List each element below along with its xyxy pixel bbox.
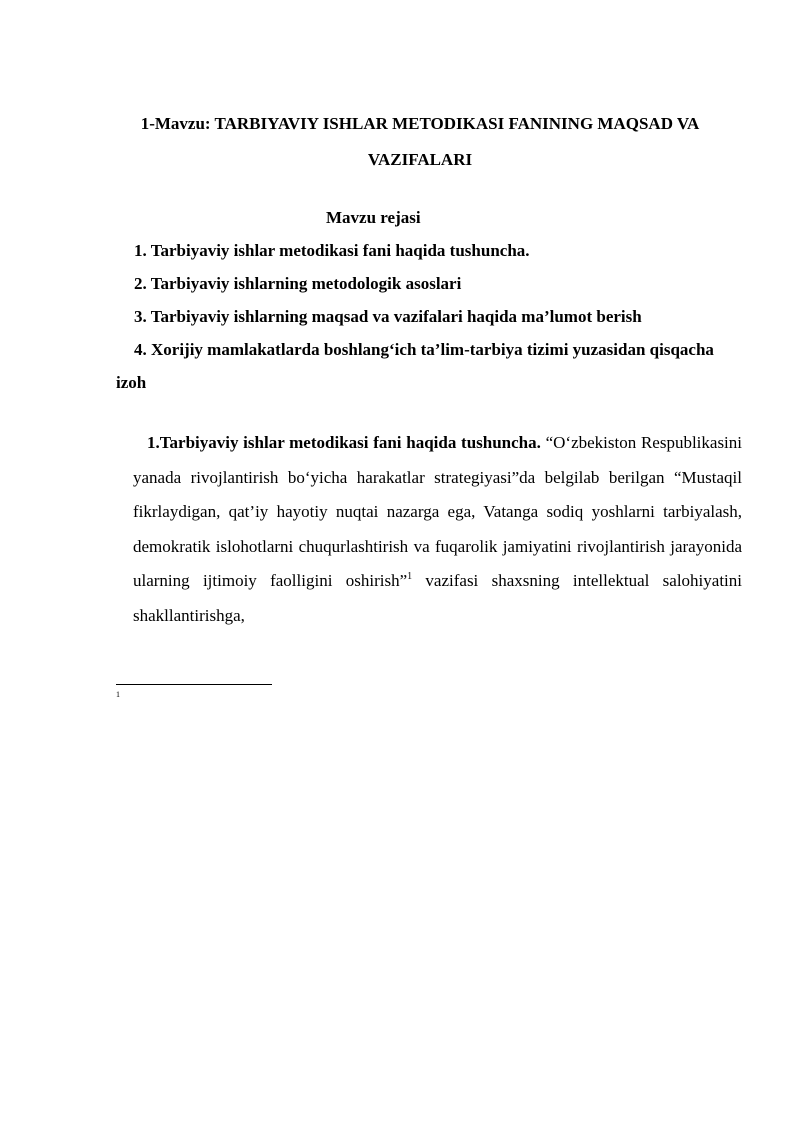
footnote-mark: 1 (116, 690, 120, 699)
document-title: 1-Mavzu: TARBIYAVIY ISHLAR METODIKASI FANINING MAQSAD VA VAZIFALARI (140, 114, 700, 169)
plan-item-1: 1. Tarbiyaviy ishlar metodikasi fani haqida tushuncha. (134, 241, 530, 260)
footnote-separator (116, 684, 272, 685)
paragraph-text-continued: vazifasi shaxsning intellektual salohiyatini shakllantirishga, (133, 571, 742, 625)
body-paragraph (133, 426, 742, 633)
plan-item-3: 3. Tarbiyaviy ishlarning maqsad va vazifalari haqida ma’lumot berish (134, 307, 642, 326)
section-lead-in: 1.Tarbiyaviy ishlar metodikasi fani haqida tushuncha. (147, 433, 541, 452)
plan-item-4: 4. Xorijiy mamlakatlarda boshlang‘ich ta’lim-tarbiya tizimi yuzasidan qisqacha izoh (116, 340, 714, 392)
plan-heading: Mavzu rejasi (326, 208, 421, 227)
footnote-reference[interactable]: 1 (407, 571, 413, 582)
plan-list (116, 234, 716, 399)
plan-item-2: 2. Tarbiyaviy ishlarning metodologik asoslari (134, 274, 462, 293)
paragraph-text: “O‘zbekiston Respublikasini yanada rivojlantirish bo‘yicha harakatlar strategiyasi”da belgilab berilgan “Mustaqil fikrlaydigan, qat’iy hayotiy nuqtai nazarga ega, Vatanga sodiq yoshlarni tarbiyalash, demokratik islohotlarni chuqurlashtirish va fuqarolik jamiyatini rivojlantirish jarayonida ularning ijtimoiy faolligini oshirish” (133, 433, 743, 590)
